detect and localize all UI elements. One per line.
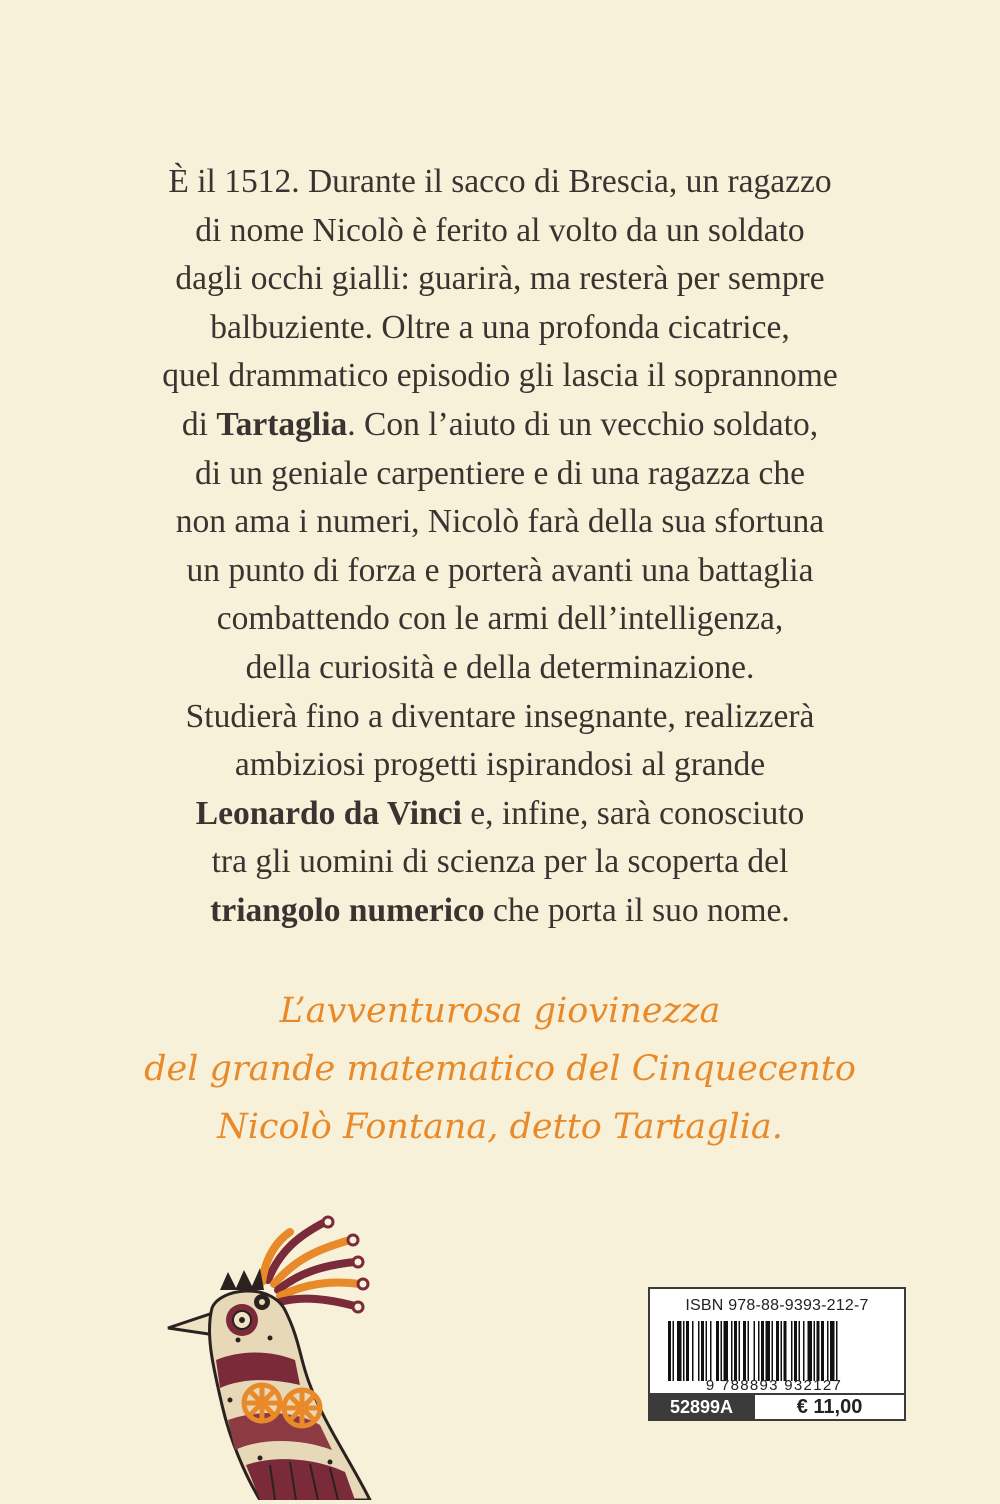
- barcode-label: [648, 1287, 906, 1421]
- barcode-stripe: [683, 1321, 685, 1381]
- blurb-line: [90, 401, 910, 450]
- barcode-stripe: [668, 1321, 671, 1381]
- barcode-stripe: [754, 1321, 756, 1381]
- blurb-line: non ama i numeri, Nicolò farà della sua sfortuna: [175, 503, 825, 541]
- barcode-stripe: [817, 1321, 820, 1381]
- barcode-stripe: [758, 1321, 760, 1381]
- blurb-text: e, infine, sarà conosciuto: [461, 794, 805, 832]
- barcode-digits: 9 788893 932127: [705, 1377, 843, 1394]
- tagline-line: L’avventurosa giovinezza: [279, 991, 721, 1031]
- barcode-stripe: [677, 1321, 682, 1381]
- blurb-line: della curiosità e della determinazione.: [245, 648, 755, 686]
- barcode-stripe: [731, 1321, 733, 1381]
- barcode-stripe: [791, 1321, 793, 1381]
- barcode-stripe: [739, 1321, 741, 1381]
- blurb-line: È il 1512. Durante il sacco di Brescia, un ragazzo: [168, 163, 832, 200]
- barcode-stripe: [761, 1321, 764, 1381]
- blurb-bold-name: Tartaglia: [216, 405, 348, 443]
- barcode-stripe: [716, 1321, 719, 1381]
- barcode-stripe: [706, 1321, 708, 1381]
- isbn-text: ISBN 978-88-9393-212-7: [685, 1297, 869, 1314]
- blurb-text: che porta il suo nome.: [484, 891, 790, 929]
- barcode-stripe: [724, 1321, 729, 1381]
- barcode-stripe: [734, 1321, 737, 1381]
- barcode-stripe: [830, 1321, 835, 1381]
- barcode-bars: [668, 1321, 890, 1381]
- barcode-stripe: [776, 1321, 779, 1381]
- barcode-stripe: [686, 1321, 689, 1381]
- barcode-stripe: [808, 1321, 813, 1381]
- blurb-line: di nome Nicolò è ferito al volto da un soldato: [195, 211, 805, 249]
- mechanical-bird-icon: [150, 1210, 470, 1500]
- blurb-line: [90, 790, 910, 839]
- tagline-line: Nicolò Fontana, detto Tartaglia.: [217, 1107, 783, 1147]
- barcode-stripe: [710, 1321, 712, 1381]
- blurb-line: un punto di forza e porterà avanti una battaglia: [186, 551, 814, 589]
- barcode-stripe: [827, 1321, 829, 1381]
- price-label: € 11,00: [753, 1395, 904, 1419]
- blurb-bold-name: Leonardo da Vinci: [195, 794, 462, 832]
- barcode-stripe: [673, 1321, 675, 1381]
- blurb-line: dagli occhi gialli: guarirà, ma resterà per sempre: [175, 260, 825, 298]
- barcode-footer: [650, 1393, 904, 1419]
- barcode-stripe: [766, 1321, 771, 1381]
- barcode-stripe: [701, 1321, 704, 1381]
- blurb-line: ambiziosi progetti ispirandosi al grande: [234, 746, 766, 784]
- blurb-line: quel drammatico episodio gli lascia il soprannome: [162, 357, 838, 395]
- barcode-stripe: [772, 1321, 774, 1381]
- blurb-line: [90, 887, 910, 936]
- barcode-stripe: [821, 1321, 824, 1381]
- blurb-text: di: [181, 405, 217, 443]
- blurb-text: . Con l’aiuto di un vecchio soldato,: [347, 405, 819, 443]
- barcode-stripe: [748, 1321, 750, 1381]
- blurb-bold-term: triangolo numerico: [210, 891, 485, 929]
- barcode-stripe: [781, 1321, 783, 1381]
- blurb-line: combattendo con le armi dell’intelligenza,: [216, 600, 784, 638]
- blurb-line: tra gli uomini di scienza per la scoperta del: [211, 843, 789, 881]
- barcode-stripe: [836, 1321, 838, 1381]
- back-cover-blurb: [90, 158, 910, 936]
- barcode-stripe: [794, 1321, 797, 1381]
- blurb-line: Studierà fino a diventare insegnante, realizzerà: [185, 697, 815, 735]
- barcode-stripe: [814, 1321, 816, 1381]
- product-code: 52899A: [650, 1395, 753, 1419]
- tagline: [60, 982, 940, 1156]
- barcode-stripe: [698, 1321, 700, 1381]
- barcode-stripe: [721, 1321, 723, 1381]
- blurb-line: balbuziente. Oltre a una profonda cicatrice,: [210, 308, 790, 346]
- barcode-stripe: [784, 1321, 787, 1381]
- barcode-stripe: [692, 1321, 694, 1381]
- blurb-line: di un geniale carpentiere e di una ragazza che: [194, 454, 806, 492]
- barcode-stripe: [803, 1321, 805, 1381]
- tagline-line: del grande matematico del Cinquecento: [144, 1049, 856, 1089]
- barcode-stripe: [743, 1321, 746, 1381]
- barcode-stripe: [799, 1321, 801, 1381]
